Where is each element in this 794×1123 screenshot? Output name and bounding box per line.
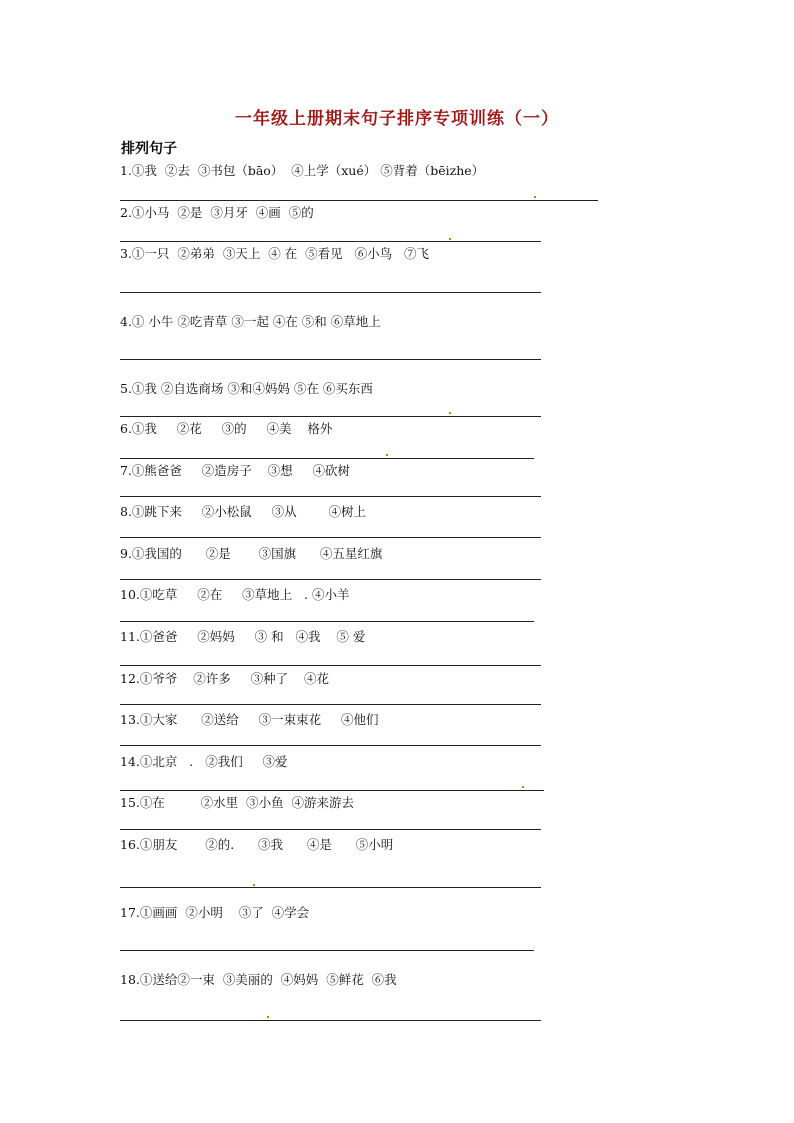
print-speck — [534, 196, 536, 198]
answer-line-3 — [120, 292, 541, 293]
answer-line-14 — [120, 790, 544, 791]
question-17: 17.①画画 ②小明 ③了 ④学会 — [120, 905, 310, 920]
answer-line-18 — [120, 1020, 541, 1021]
print-speck — [386, 454, 388, 456]
question-7: 7.①熊爸爸 ②造房子 ③想 ④砍树 — [120, 463, 351, 478]
question-2: 2.①小马 ②是 ③月牙 ④画 ⑤的 — [120, 205, 314, 220]
answer-line-5 — [120, 416, 541, 417]
answer-line-15 — [120, 829, 541, 830]
question-1: 1.①我 ②去 ③书包（bāo） ④上学（xué） ⑤背着（bēizhe） — [120, 163, 485, 178]
answer-line-16 — [120, 887, 541, 888]
answer-line-11 — [120, 665, 541, 666]
question-12: 12.①爷爷 ②许多 ③种了 ④花 — [120, 671, 330, 686]
print-speck — [253, 884, 255, 886]
question-11: 11.①爸爸 ②妈妈 ③ 和 ④我 ⑤ 爱 — [120, 629, 366, 644]
answer-line-17 — [120, 950, 534, 951]
answer-line-1 — [120, 200, 598, 201]
answer-line-10 — [120, 621, 534, 622]
question-4: 4.① 小牛 ②吃青草 ③一起 ④在 ⑤和 ⑥草地上 — [120, 314, 381, 329]
question-13: 13.①大家 ②送给 ③一束束花 ④他们 — [120, 712, 379, 727]
print-speck — [267, 1016, 269, 1018]
answer-line-7 — [120, 496, 541, 497]
print-speck — [449, 238, 451, 240]
question-14: 14.①北京 . ②我们 ③爱 — [120, 754, 288, 769]
answer-line-12 — [120, 704, 541, 705]
question-5: 5.①我 ②自选商场 ③和④妈妈 ⑤在 ⑥买东西 — [120, 381, 373, 396]
question-3: 3.①一只 ②弟弟 ③天上 ④ 在 ⑤看见 ⑥小鸟 ⑦飞 — [120, 246, 430, 261]
answer-line-4 — [120, 359, 541, 360]
page-title: 一年级上册期末句子排序专项训练（一） — [235, 109, 559, 129]
answer-line-9 — [120, 579, 541, 580]
question-8: 8.①跳下来 ②小松鼠 ③从 ④树上 — [120, 504, 366, 519]
question-6: 6.①我 ②花 ③的 ④美 格外 — [120, 421, 333, 436]
answer-line-6 — [120, 458, 534, 459]
question-18: 18.①送给②一束 ③美丽的 ④妈妈 ⑤鲜花 ⑥我 — [120, 972, 397, 987]
question-9: 9.①我国的 ②是 ③国旗 ④五星红旗 — [120, 546, 383, 561]
section-heading: 排列句子 — [121, 141, 177, 157]
question-10: 10.①吃草 ②在 ③草地上 . ④小羊 — [120, 587, 350, 602]
answer-line-8 — [120, 537, 541, 538]
answer-line-13 — [120, 745, 541, 746]
print-speck — [522, 786, 524, 788]
answer-line-2 — [120, 241, 541, 242]
print-speck — [449, 412, 451, 414]
question-16: 16.①朋友 ②的. ③我 ④是 ⑤小明 — [120, 837, 394, 852]
question-15: 15.①在 ②水里 ③小鱼 ④游来游去 — [120, 795, 355, 810]
